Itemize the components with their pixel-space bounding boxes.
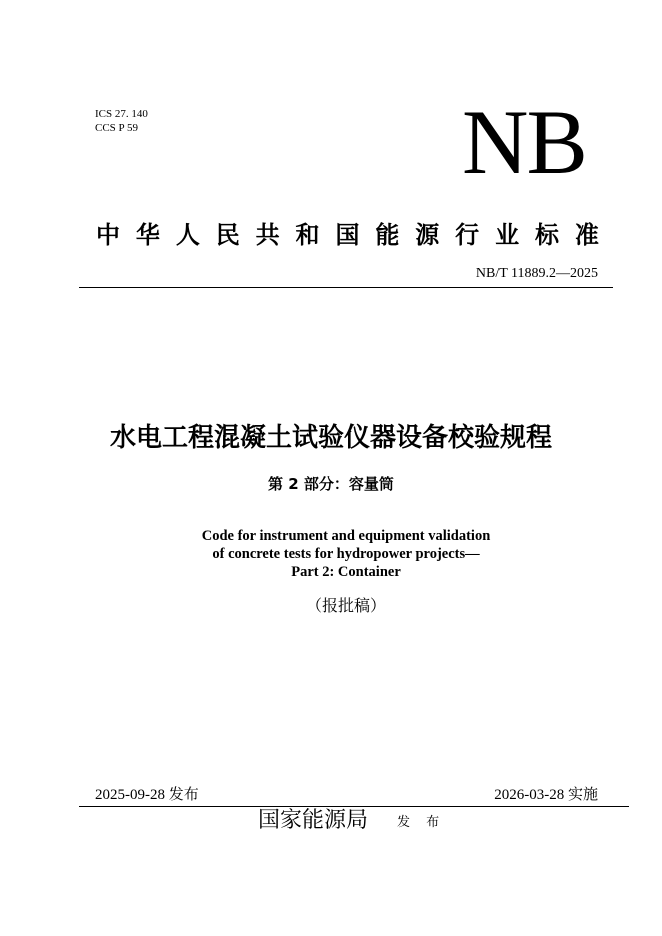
category-char: 源: [415, 221, 440, 249]
category-char: 准: [574, 221, 599, 249]
document-title-en-line: Part 2: Container: [291, 564, 401, 580]
category-char: 业: [495, 221, 520, 249]
category-char: 行: [455, 221, 480, 249]
document-title-en-line: Code for instrument and equipment validation: [201, 528, 491, 544]
category-char: 华: [135, 221, 160, 249]
draft-status: （报批稿）: [305, 596, 386, 615]
category-char: 共: [255, 221, 280, 249]
ics-code: ICS 27. 140: [95, 108, 148, 120]
implementation-date: 2026-03-28 实施: [494, 787, 598, 803]
standard-category: [96, 220, 599, 250]
category-char: 和: [295, 221, 320, 249]
category-char: 中: [96, 221, 120, 249]
document-subtitle-cn: 第 2 部分：容量筒: [268, 475, 394, 493]
header-divider: [79, 287, 613, 288]
category-char: 标: [534, 221, 559, 249]
publisher-name: 国家能源局: [258, 808, 369, 833]
document-title-en-line: of concrete tests for hydropower projects—: [212, 546, 480, 562]
ccs-code: CCS P 59: [95, 122, 139, 134]
category-char: 人: [175, 221, 200, 249]
category-char: 能: [375, 221, 400, 249]
category-char: 民: [215, 221, 240, 249]
nb-logo: NB: [462, 91, 586, 193]
document-title-cn: 水电工程混凝土试验仪器设备校验规程: [109, 423, 552, 453]
issue-date: 2025-09-28 发布: [95, 787, 199, 803]
standard-number: NB/T 11889.2—2025: [475, 266, 598, 281]
category-char: 国: [335, 221, 360, 249]
publish-label: 发 布: [397, 815, 446, 830]
